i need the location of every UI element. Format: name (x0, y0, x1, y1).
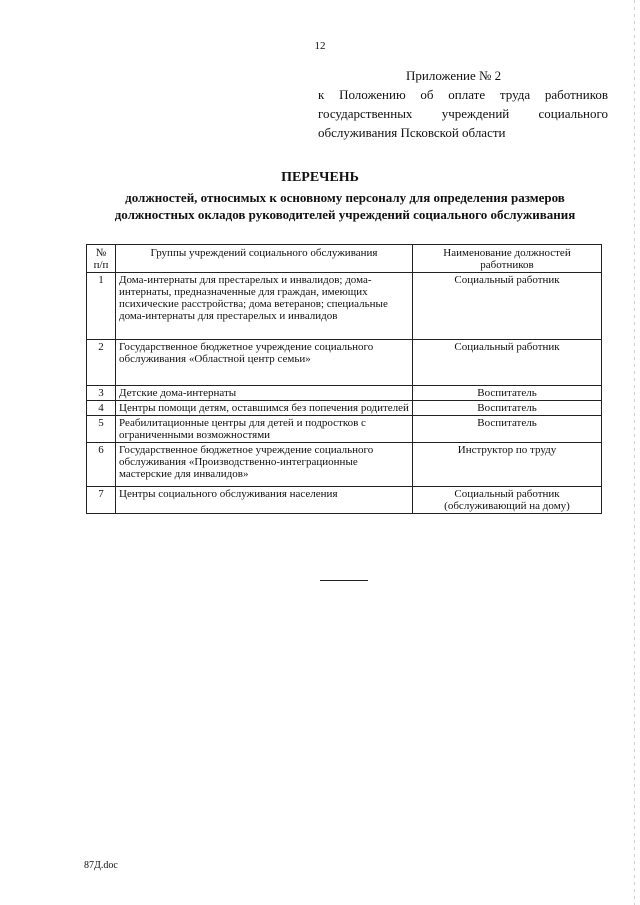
table-row (87, 416, 602, 443)
row-num: 2 (87, 340, 116, 386)
positions-table (86, 244, 602, 514)
table-row (87, 401, 602, 416)
appendix-block (318, 66, 608, 142)
row-num: 6 (87, 443, 116, 487)
page-number: 12 (314, 40, 326, 52)
document-subtitle: должностей, относимых к основному персоналу для определения размеров должностных окладов руководителей учреждений социального обслуживания (114, 190, 576, 222)
table-row (87, 386, 602, 401)
header-group: Группы учреждений социального обслуживания (116, 245, 413, 273)
header-position: Наименование должностей работников (413, 245, 602, 273)
row-group: Государственное бюджетное учреждение социального обслуживания «Областной центр семьи» (116, 340, 413, 386)
separator-line (320, 580, 368, 581)
appendix-line-3: обслуживания Псковской области (318, 125, 506, 140)
table-header-row (87, 245, 602, 273)
row-position: Социальный работник (413, 273, 602, 340)
row-group: Реабилитационные центры для детей и подростков с ограниченными возможностями (116, 416, 413, 443)
row-num: 7 (87, 487, 116, 514)
row-position: Воспитатель (413, 386, 602, 401)
row-num: 3 (87, 386, 116, 401)
row-num: 5 (87, 416, 116, 443)
footer-doc-name: 87Д.doc (84, 860, 118, 871)
document-title: ПЕРЕЧЕНЬ (281, 170, 359, 185)
row-position: Социальный работник (обслуживающий на дому) (413, 487, 602, 514)
row-group: Центры социального обслуживания населения (116, 487, 413, 514)
row-group: Государственное бюджетное учреждение социального обслуживания «Производственно-интеграционные мастерские для инвалидов» (116, 443, 413, 487)
page-edge-scan-marks (634, 0, 635, 905)
appendix-title: Приложение № 2 (406, 68, 502, 83)
table-row (87, 340, 602, 386)
table-row (87, 487, 602, 514)
row-group: Детские дома-интернаты (116, 386, 413, 401)
appendix-line-1: к Положению об оплате труда работников (318, 87, 608, 102)
row-position: Социальный работник (413, 340, 602, 386)
header-num: № п/п (87, 245, 116, 273)
appendix-line-2: государственных учреждений социального (318, 106, 608, 121)
table-row (87, 443, 602, 487)
table-row (87, 273, 602, 340)
row-group: Дома-интернаты для престарелых и инвалидов; дома-интернаты, предназначенные для граждан, имеющих психические расстройства; дома ветеранов; специальные дома-интернаты для престарелых и инвалидов (116, 273, 413, 340)
row-position: Инструктор по труду (413, 443, 602, 487)
row-position: Воспитатель (413, 416, 602, 443)
row-num: 4 (87, 401, 116, 416)
row-group: Центры помощи детям, оставшимся без попечения родителей (116, 401, 413, 416)
row-position: Воспитатель (413, 401, 602, 416)
row-num: 1 (87, 273, 116, 340)
